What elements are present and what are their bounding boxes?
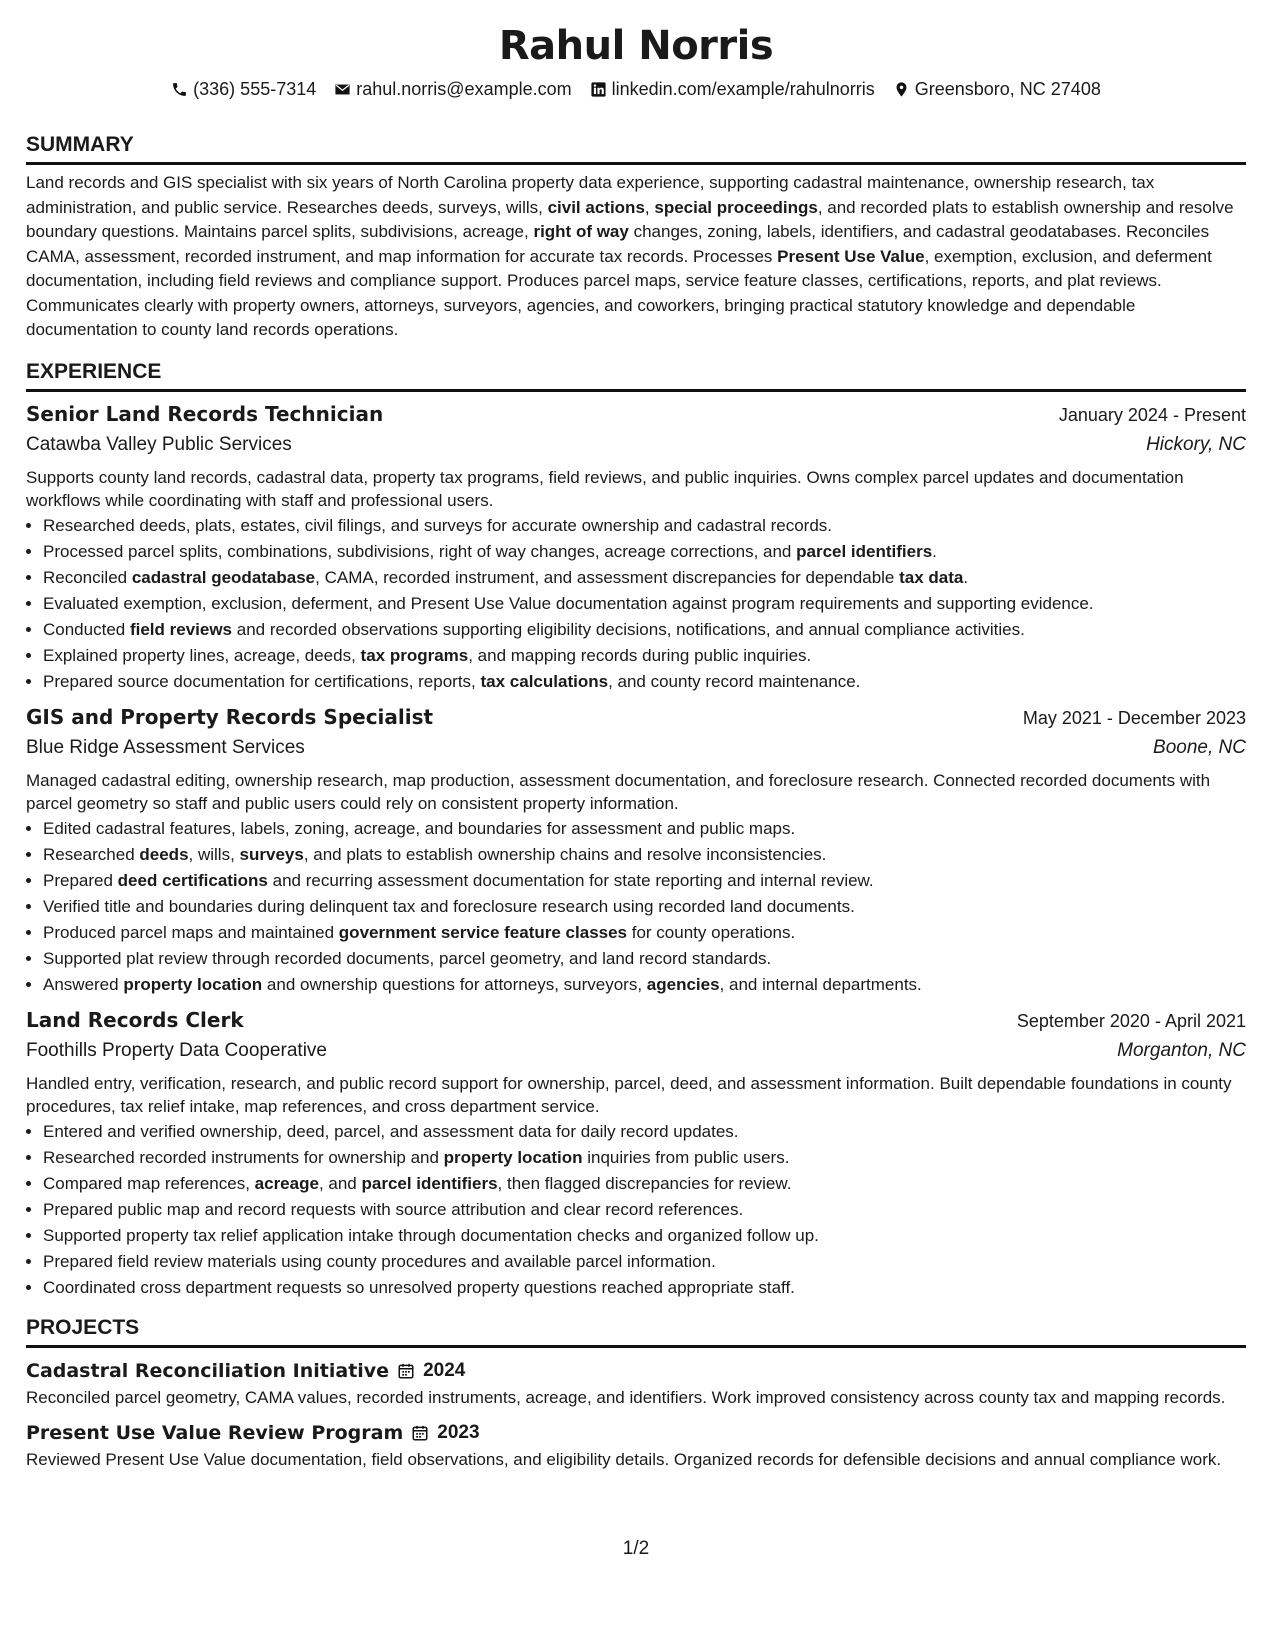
text-run: Prepared public map and record requests with source attribution and clear record references. [43, 1199, 744, 1219]
text-run: changes, zoning, labels, identifiers, and cadastral geodatabases. Reconciles CAMA, assessment, recorded instrument, and map information for accurate tax records. Processes [26, 222, 1210, 266]
projects-heading: PROJECTS [26, 1315, 1246, 1348]
text-run: , and mapping records during public inquiries. [468, 645, 812, 665]
page-number: 1/2 [622, 1538, 650, 1559]
text-run: inquiries from public users. [582, 1147, 790, 1167]
resume-page [26, 20, 1246, 1559]
bullet-item [43, 617, 1246, 643]
text-run: , and internal departments. [719, 974, 922, 994]
text-run: Coordinated cross department requests so unresolved property questions reached appropriate staff. [43, 1277, 795, 1297]
text-run: Reconciled [43, 567, 132, 587]
text-run: Supported property tax relief application intake through documentation checks and organized follow up. [43, 1225, 819, 1245]
contact-phone[interactable] [171, 79, 316, 100]
bullet-item [43, 643, 1246, 669]
project-description: Reconciled parcel geometry, CAMA values, recorded instruments, acreage, and identifiers. Work improved consistency across county tax and mapping records. [26, 1387, 1226, 1407]
phone-text: (336) 555-7314 [193, 78, 317, 99]
text-run: Produced parcel maps and maintained [43, 922, 339, 942]
contact-location [893, 79, 1101, 100]
experience-heading: EXPERIENCE [26, 359, 1246, 392]
experience-list [26, 399, 1246, 1301]
emphasis: cadastral geodatabase [131, 567, 316, 587]
bullet-item [43, 868, 1246, 894]
bullet-item [43, 1275, 1246, 1301]
emphasis: deeds [139, 844, 189, 864]
emphasis: parcel identifiers [796, 541, 933, 561]
bullet-item [43, 1223, 1246, 1249]
emphasis: acreage [254, 1173, 319, 1193]
text-run: Conducted [43, 619, 130, 639]
job-dates: May 2021 - December 2023 [1022, 707, 1246, 728]
text-run: Explained property lines, acreage, deeds, [43, 645, 361, 665]
text-run: Prepared [43, 870, 118, 890]
text-run: Entered and verified ownership, deed, parcel, and assessment data for daily record updates. [43, 1121, 739, 1141]
contact-linkedin[interactable] [590, 79, 875, 100]
project-header [26, 1356, 1246, 1386]
emphasis: Present Use Value [777, 246, 925, 266]
job-company: Blue Ridge Assessment Services [26, 736, 305, 758]
bullet-item [43, 972, 1246, 998]
project-header [26, 1418, 1246, 1448]
job-subheader [26, 430, 1246, 460]
job-entry [26, 1005, 1246, 1301]
emphasis: tax calculations [480, 671, 609, 691]
text-run: , wills, [188, 844, 240, 864]
summary-heading: SUMMARY [26, 132, 1246, 165]
text-run: . [932, 541, 937, 561]
project-entry [26, 1356, 1246, 1410]
job-location: Morganton, NC [1117, 1039, 1246, 1061]
emphasis: right of way [533, 222, 629, 241]
text-run: and ownership questions for attorneys, surveyors, [262, 974, 647, 994]
bullet-item [43, 1249, 1246, 1275]
job-bullets [26, 513, 1246, 695]
job-header [26, 399, 1246, 430]
text-run: Compared map references, [43, 1173, 255, 1193]
emphasis: special proceedings [654, 197, 818, 217]
linkedin-icon [590, 81, 607, 98]
projects-list [26, 1356, 1246, 1472]
project-year: 2023 [437, 1421, 480, 1443]
job-description: Managed cadastral editing, ownership research, map production, assessment documentation, and foreclosure research. Connected recorded documents with parcel geometry so staff and public users could rely on consistent property information. [26, 770, 1211, 813]
bullet-item [43, 513, 1246, 539]
map-pin-icon [893, 81, 910, 98]
job-bullets [26, 1119, 1246, 1301]
text-run: Researched [43, 844, 140, 864]
job-entry [26, 399, 1246, 695]
calendar-icon [397, 1362, 415, 1380]
text-run: , and recorded plats to establish ownership and resolve boundary questions. Maintains parcel splits, subdivisions, acreage, [26, 197, 1234, 241]
contact-bar [26, 76, 1246, 102]
text-run: , CAMA, recorded instrument, and assessment discrepancies for dependable [315, 567, 900, 587]
bullet-item [43, 669, 1246, 695]
job-company: Foothills Property Data Cooperative [26, 1039, 327, 1061]
project-entry [26, 1418, 1246, 1472]
project-description: Reviewed Present Use Value documentation, field observations, and eligibility details. Organized records for defensible decisions and annual compliance work. [26, 1449, 1222, 1469]
job-location: Boone, NC [1153, 736, 1246, 758]
emphasis: property location [443, 1147, 583, 1167]
project-name: Present Use Value Review Program [26, 1421, 404, 1444]
text-run: , exemption, exclusion, and deferment documentation, including field reviews and compliance support. Produces parcel maps, service feature classes, certifications, reports, and plat reviews. Communicates clearly with property owners, attorneys, surveyors, agencies, and coworkers, bringing practical statutory knowledge and dependable documentation to county land records operations. [26, 246, 1212, 339]
emphasis: government service feature classes [338, 922, 628, 942]
text-run: Researched recorded instruments for ownership and [43, 1147, 444, 1167]
bullet-item [43, 920, 1246, 946]
text-run: Processed parcel splits, combinations, subdivisions, right of way changes, acreage corrections, and [43, 541, 797, 561]
emphasis: agencies [646, 974, 720, 994]
emphasis: civil actions [547, 197, 645, 217]
job-title: Land Records Clerk [26, 1007, 244, 1032]
text-run: , and [318, 1173, 362, 1193]
emphasis: field reviews [129, 619, 233, 639]
bullet-item [43, 565, 1246, 591]
job-title: GIS and Property Records Specialist [26, 704, 434, 729]
candidate-name: Rahul Norris [498, 23, 774, 69]
text-run: Prepared source documentation for certifications, reports, [43, 671, 481, 691]
text-run: Evaluated exemption, exclusion, deferment, and Present Use Value documentation against program requirements and supporting evidence. [43, 593, 1094, 613]
text-run: , [644, 197, 655, 217]
summary-text [26, 171, 1246, 343]
bullet-item [43, 591, 1246, 617]
emphasis: deed certifications [117, 870, 268, 890]
job-location: Hickory, NC [1146, 433, 1246, 455]
email-text: rahul.norris@example.com [356, 78, 572, 99]
bullet-item [43, 1119, 1246, 1145]
calendar-icon [411, 1424, 429, 1442]
job-subheader [26, 1036, 1246, 1066]
text-run: Verified title and boundaries during delinquent tax and foreclosure research using recorded land documents. [43, 896, 855, 916]
project-name: Cadastral Reconciliation Initiative [26, 1359, 390, 1382]
text-run: , and county record maintenance. [608, 671, 861, 691]
job-dates: September 2020 - April 2021 [1016, 1010, 1246, 1031]
bullet-item [43, 894, 1246, 920]
job-description: Supports county land records, cadastral data, property tax programs, field reviews, and public inquiries. Owns complex parcel updates and documentation workflows while coordinating with staff and professional users. [26, 467, 1184, 510]
job-dates: January 2024 - Present [1058, 404, 1246, 425]
text-run: , and plats to establish ownership chains and resolve inconsistencies. [303, 844, 827, 864]
job-header [26, 702, 1246, 733]
text-run: Edited cadastral features, labels, zoning, acreage, and boundaries for assessment and public maps. [43, 818, 796, 838]
envelope-icon [334, 81, 351, 98]
text-run: Supported plat review through recorded documents, parcel geometry, and land record standards. [43, 948, 772, 968]
emphasis: surveys [239, 844, 304, 864]
phone-icon [171, 81, 188, 98]
bullet-item [43, 842, 1246, 868]
project-year: 2024 [423, 1359, 466, 1381]
contact-email[interactable] [334, 79, 571, 100]
text-run: Researched deeds, plats, estates, civil filings, and surveys for accurate ownership and cadastral records. [43, 515, 833, 535]
emphasis: tax programs [360, 645, 469, 665]
bullet-item [43, 946, 1246, 972]
job-company: Catawba Valley Public Services [26, 433, 292, 455]
bullet-item [43, 539, 1246, 565]
emphasis: property location [123, 974, 263, 994]
bullet-item [43, 816, 1246, 842]
text-run: for county operations. [627, 922, 796, 942]
bullet-item [43, 1197, 1246, 1223]
location-text: Greensboro, NC 27408 [914, 78, 1101, 99]
text-run: and recorded observations supporting eligibility decisions, notifications, and annual compliance activities. [232, 619, 1025, 639]
job-entry [26, 702, 1246, 998]
job-bullets [26, 816, 1246, 998]
emphasis: tax data [899, 567, 964, 587]
job-header [26, 1005, 1246, 1036]
job-subheader [26, 733, 1246, 763]
linkedin-text: linkedin.com/example/rahulnorris [611, 78, 875, 99]
job-description: Handled entry, verification, research, and public record support for ownership, parcel, deed, and assessment information. Built dependable foundations in county procedures, tax relief intake, map references, and cross department service. [26, 1073, 1232, 1116]
text-run: Land records and GIS specialist with six years of North Carolina property data experience, supporting cadastral maintenance, ownership research, tax administration, and public service. Researches deeds, surveys, wills, [26, 173, 1155, 217]
text-run: . [963, 567, 969, 587]
bullet-item [43, 1171, 1246, 1197]
text-run: Answered [43, 974, 124, 994]
bullet-item [43, 1145, 1246, 1171]
text-run: Prepared field review materials using county procedures and available parcel information. [43, 1251, 716, 1271]
job-title: Senior Land Records Technician [26, 401, 384, 426]
text-run: and recurring assessment documentation for state reporting and internal review. [267, 870, 874, 890]
emphasis: parcel identifiers [361, 1173, 498, 1193]
text-run: , then flagged discrepancies for review. [497, 1173, 792, 1193]
